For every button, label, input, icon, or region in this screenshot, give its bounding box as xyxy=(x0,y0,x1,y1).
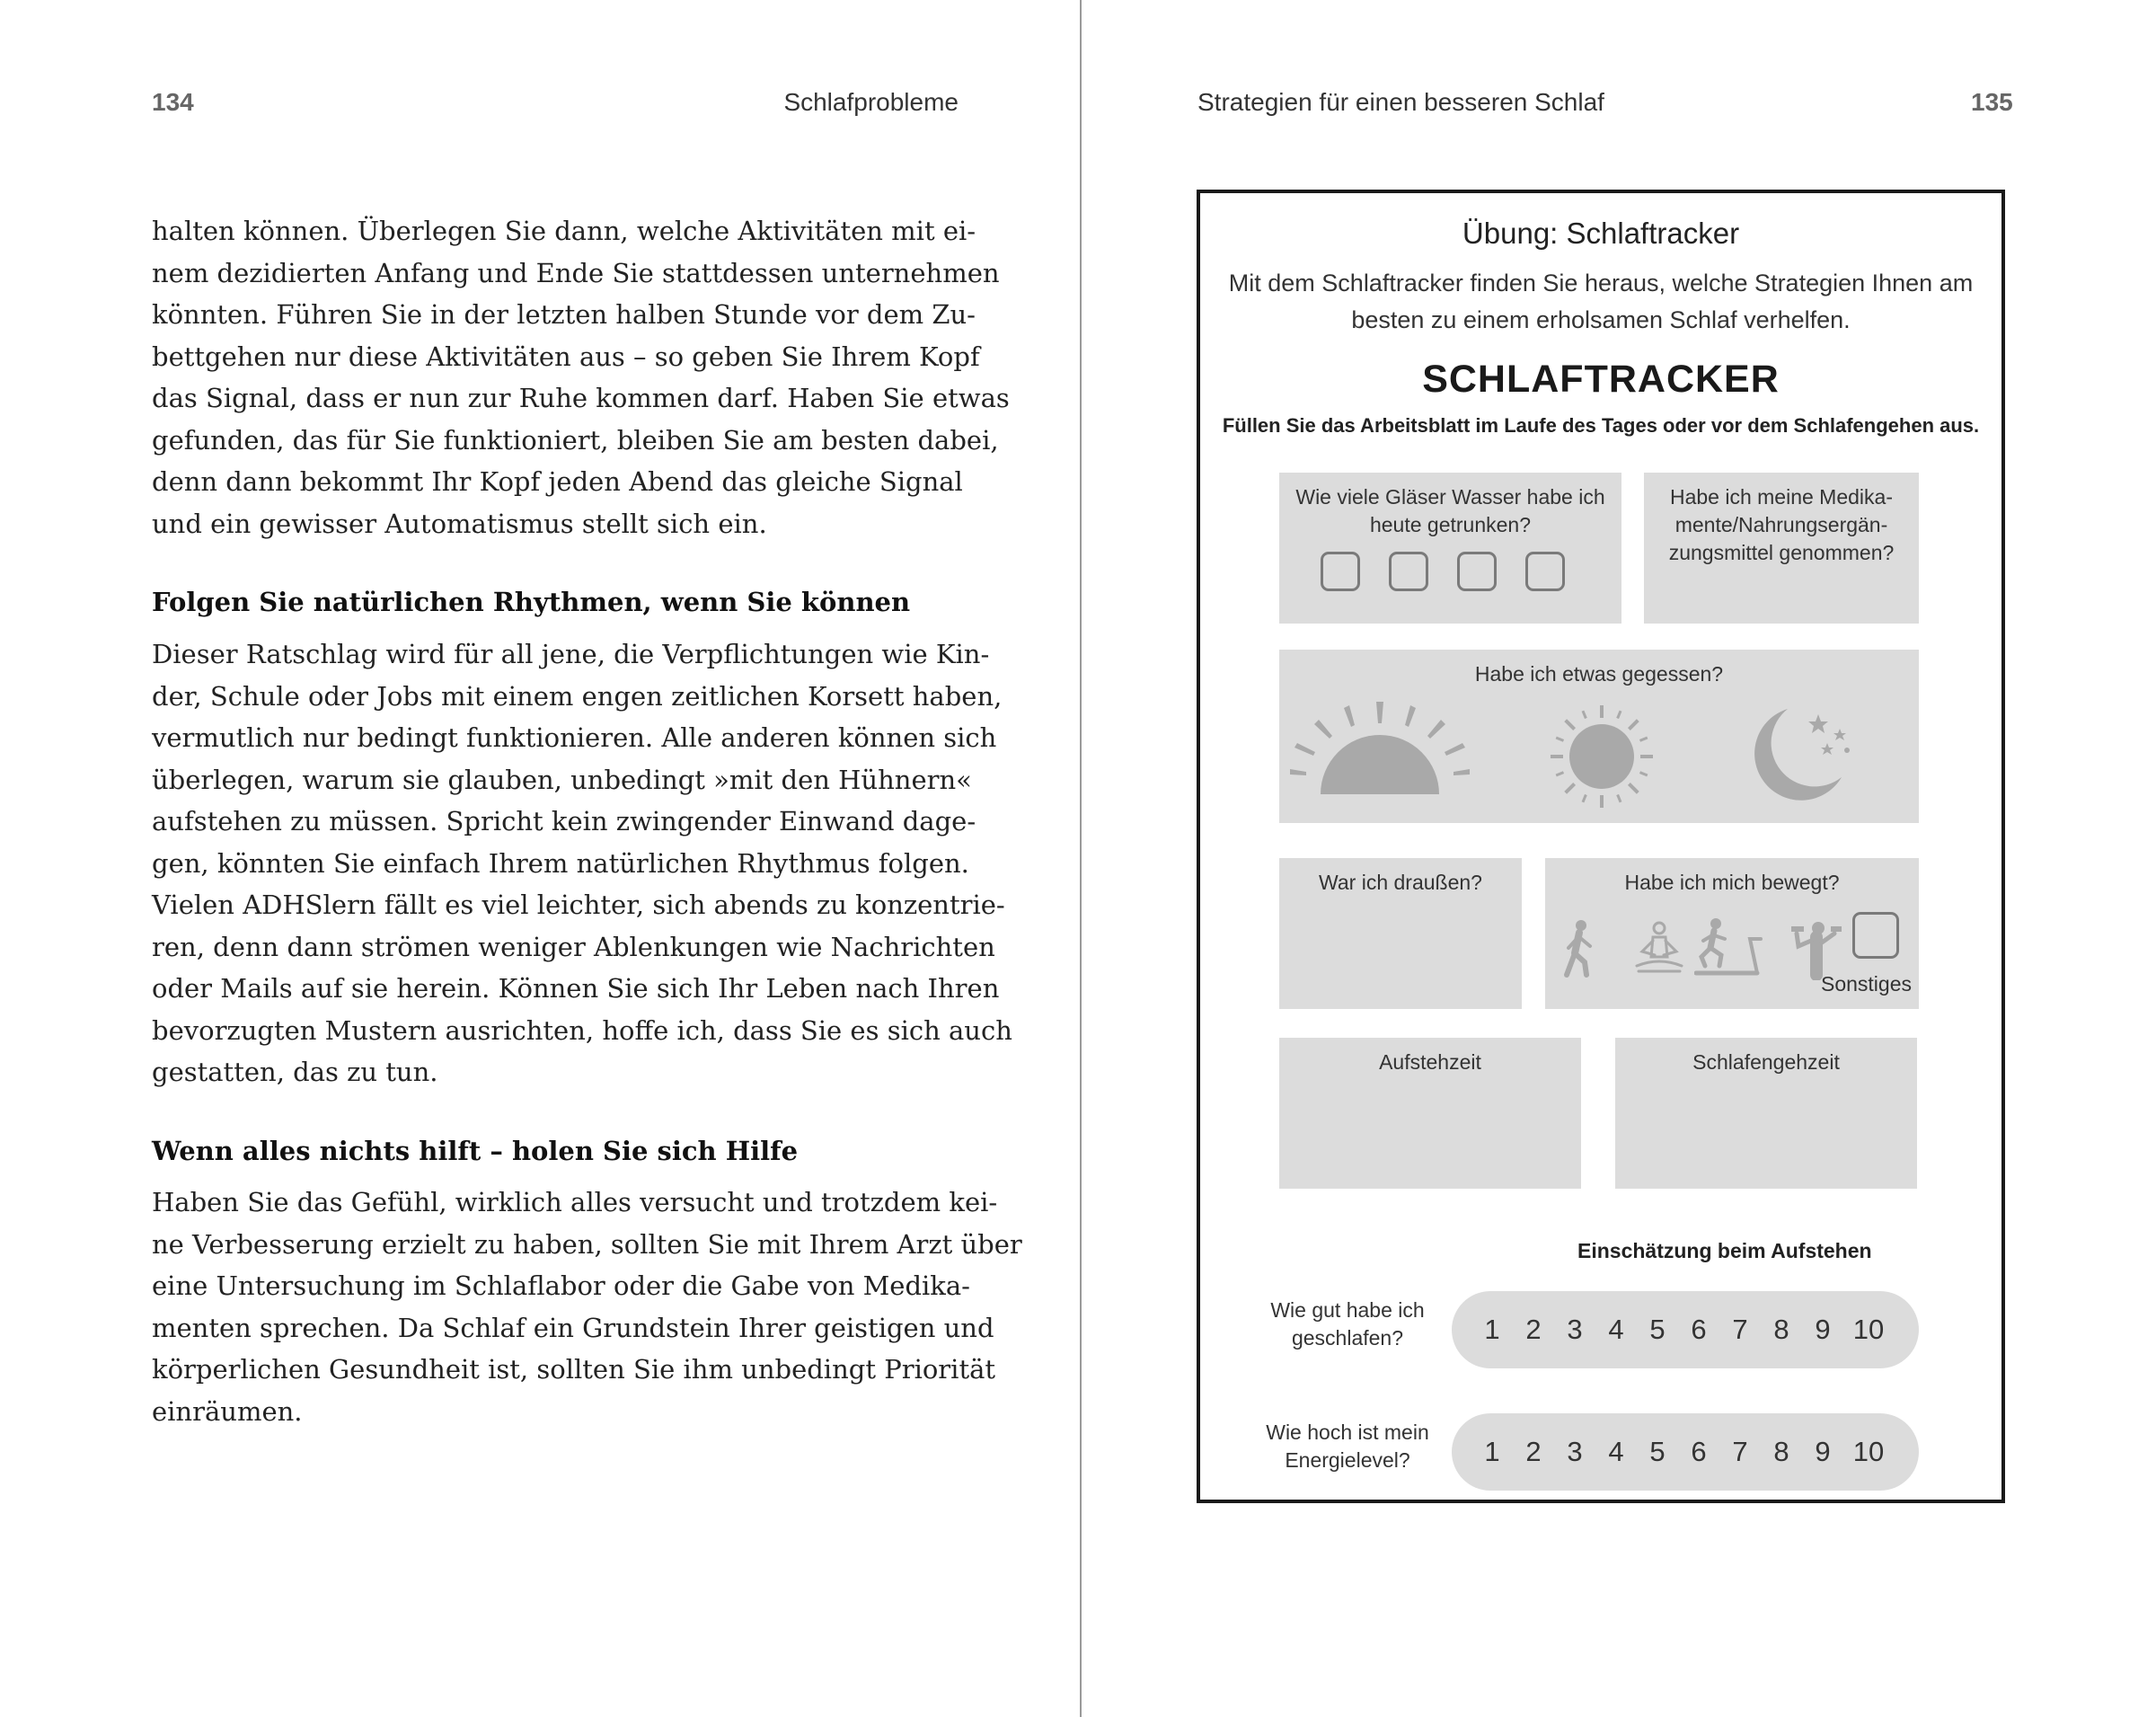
glass-checkbox[interactable] xyxy=(1321,552,1360,591)
scale-option[interactable]: 8 xyxy=(1773,1436,1789,1467)
worksheet-title: SCHLAFTRACKER xyxy=(1422,358,1780,401)
scale-option[interactable]: 2 xyxy=(1525,1436,1542,1467)
scale-option[interactable]: 3 xyxy=(1567,1314,1583,1345)
text-line: körperlichen Gesundheit ist, sollten Sie ihm unbedingt Priorität xyxy=(152,1354,996,1385)
label-line: mente/Nahrungsergän- xyxy=(1674,513,1888,536)
other-label: Sonstiges xyxy=(1820,972,1912,996)
scale-option[interactable]: 5 xyxy=(1649,1314,1666,1345)
moon-stars-icon xyxy=(1748,705,1856,804)
intro-line: besten zu einem erholsamen Schlaf verhelfen. xyxy=(1351,306,1851,333)
food-box xyxy=(1279,650,1919,823)
text-line: bevorzugten Mustern ausrichten, hoffe ich, dass Sie es sich auch xyxy=(152,1014,1012,1046)
scale-option[interactable]: 9 xyxy=(1815,1314,1831,1345)
exercise-label: Habe ich mich bewegt? xyxy=(1624,871,1840,894)
scale-option[interactable]: 6 xyxy=(1691,1436,1707,1467)
medication-box xyxy=(1644,473,1919,624)
paragraph-1 xyxy=(152,210,1010,544)
text-line: Haben Sie das Gefühl, wirklich alles versucht und trotzdem kei- xyxy=(152,1187,998,1217)
energy-level-question xyxy=(1249,1419,1446,1474)
text-line: der, Schule oder Jobs mit einem engen zeitlichen Korsett haben, xyxy=(152,680,1003,712)
scale-option[interactable]: 4 xyxy=(1608,1314,1624,1345)
text-line: bettgehen nur diese Aktivitäten aus – so geben Sie Ihrem Kopf xyxy=(152,341,980,372)
rating-title: Einschätzung beim Aufstehen xyxy=(1577,1239,1872,1262)
page-number-right: 135 xyxy=(1971,88,2013,116)
text-line: halten können. Überlegen Sie dann, welche Aktivitäten mit ei- xyxy=(152,216,976,246)
scale-option[interactable]: 1 xyxy=(1484,1314,1500,1345)
water-box xyxy=(1279,473,1621,624)
question-line: Wie hoch ist mein xyxy=(1266,1421,1429,1444)
paragraph-3 xyxy=(152,1182,1022,1432)
scale-option[interactable]: 10 xyxy=(1852,1314,1885,1345)
running-head-right: Strategien für einen besseren Schlaf xyxy=(1197,88,1604,116)
outside-box xyxy=(1279,858,1522,1009)
paragraph-2 xyxy=(152,633,1012,1093)
scale-option[interactable]: 1 xyxy=(1484,1436,1500,1467)
text-line: und ein gewisser Automatismus stellt sich ein. xyxy=(152,508,767,539)
intro-line: Mit dem Schlaftracker finden Sie heraus, welche Strategien Ihnen am xyxy=(1228,270,1974,296)
page-number-left: 134 xyxy=(152,88,194,116)
other-activity-checkbox[interactable] xyxy=(1852,912,1899,959)
text-line: Dieser Ratschlag wird für all jene, die Verpflichtungen wie Kin- xyxy=(152,639,990,669)
text-line: oder Mails auf sie herein. Können Sie sich Ihr Leben nach Ihren xyxy=(152,973,1000,1004)
text-line: überlegen, warum sie glauben, unbedingt »mit den Hühnern« xyxy=(152,764,972,795)
exercise-box xyxy=(1197,190,2005,1503)
text-line: Vielen ADHSlern fällt es viel leichter, sich abends zu konzentrie- xyxy=(152,889,1005,920)
exercise-activity-box xyxy=(1545,858,1919,1009)
bed-time-box[interactable] xyxy=(1615,1038,1917,1189)
text-line: gefunden, das für Sie funktioniert, bleiben Sie am besten dabei, xyxy=(152,424,999,456)
question-line: Wie gut habe ich xyxy=(1270,1298,1425,1322)
medication-label xyxy=(1644,483,1919,567)
page-gutter xyxy=(1080,0,1082,1717)
scale-option[interactable]: 2 xyxy=(1525,1314,1542,1345)
sunrise-icon xyxy=(1290,700,1470,795)
scale-option[interactable]: 7 xyxy=(1732,1436,1748,1467)
text-line: das Signal, dass er nun zur Ruhe kommen darf. Haben Sie etwas xyxy=(152,383,1010,413)
sleep-quality-scale xyxy=(1452,1291,1919,1368)
scale-option[interactable]: 6 xyxy=(1691,1314,1707,1345)
section-heading: Folgen Sie natürlichen Rhythmen, wenn Sie können xyxy=(152,587,911,617)
question-line: Energielevel? xyxy=(1285,1448,1410,1472)
glass-checkbox[interactable] xyxy=(1389,552,1428,591)
text-line: könnten. Führen Sie in der letzten halben Stunde vor dem Zu- xyxy=(152,299,976,330)
running-head-left: Schlafprobleme xyxy=(783,88,959,116)
label-line: Habe ich meine Medika- xyxy=(1669,485,1893,509)
text-line: denn dann bekommt Ihr Kopf jeden Abend das gleiche Signal xyxy=(152,466,963,497)
label-line: heute getrunken? xyxy=(1369,513,1532,536)
text-line: ne Verbesserung erzielt zu haben, sollten Sie mit Ihrem Arzt über xyxy=(152,1228,1022,1260)
text-line: nem dezidierten Anfang und Ende Sie stattdessen unternehmen xyxy=(152,257,1000,288)
exercise-title: Übung: Schlaftracker xyxy=(1462,217,1740,250)
sun-icon xyxy=(1549,704,1655,810)
label-line: Wie viele Gläser Wasser habe ich xyxy=(1295,485,1605,509)
treadmill-icon xyxy=(1694,917,1768,980)
bed-time-label: Schlafengehzeit xyxy=(1692,1050,1840,1074)
scale-option[interactable]: 7 xyxy=(1732,1314,1748,1345)
section-heading: Wenn alles nichts hilft – holen Sie sich Hilfe xyxy=(152,1136,799,1166)
worksheet-subtitle: Füllen Sie das Arbeitsblatt im Laufe des Tages oder vor dem Schlafengehen aus. xyxy=(1222,414,1980,437)
scale-option[interactable]: 10 xyxy=(1852,1436,1885,1467)
glass-checkbox[interactable] xyxy=(1525,552,1565,591)
text-line: vermutlich nur bedingt funktionieren. Alle anderen können sich xyxy=(152,722,997,753)
energy-level-scale xyxy=(1452,1413,1919,1491)
wake-time-box[interactable] xyxy=(1279,1038,1581,1189)
food-label: Habe ich etwas gegessen? xyxy=(1474,662,1724,686)
walking-icon xyxy=(1561,919,1597,978)
text-line: aufstehen zu müssen. Spricht kein zwingender Einwand dage- xyxy=(152,806,976,836)
scale-option[interactable]: 5 xyxy=(1649,1436,1666,1467)
text-line: menten sprechen. Da Schlaf ein Grundstein Ihrer geistigen und xyxy=(152,1312,994,1343)
label-line: zungsmittel genommen? xyxy=(1668,541,1895,564)
scale-option[interactable]: 8 xyxy=(1773,1314,1789,1345)
meditation-icon xyxy=(1633,921,1685,977)
water-label xyxy=(1279,483,1621,539)
sleep-quality-question xyxy=(1249,1297,1446,1352)
text-line: gen, könnten Sie einfach Ihrem natürlichen Rhythmus folgen. xyxy=(152,847,969,879)
question-line: geschlafen? xyxy=(1291,1326,1404,1350)
text-line: gestatten, das zu tun. xyxy=(152,1057,438,1087)
outside-label: War ich draußen? xyxy=(1319,871,1482,894)
scale-option[interactable]: 4 xyxy=(1608,1436,1624,1467)
text-line: ren, denn dann strömen weniger Ablenkungen wie Nachrichten xyxy=(152,931,995,962)
text-line: einräumen. xyxy=(152,1395,303,1427)
wake-time-label: Aufstehzeit xyxy=(1379,1050,1481,1074)
scale-option[interactable]: 9 xyxy=(1815,1436,1831,1467)
glass-checkbox[interactable] xyxy=(1457,552,1497,591)
scale-option[interactable]: 3 xyxy=(1567,1436,1583,1467)
text-line: eine Untersuchung im Schlaflabor oder die Gabe von Medika- xyxy=(152,1270,970,1301)
exercise-intro xyxy=(1218,265,1984,339)
